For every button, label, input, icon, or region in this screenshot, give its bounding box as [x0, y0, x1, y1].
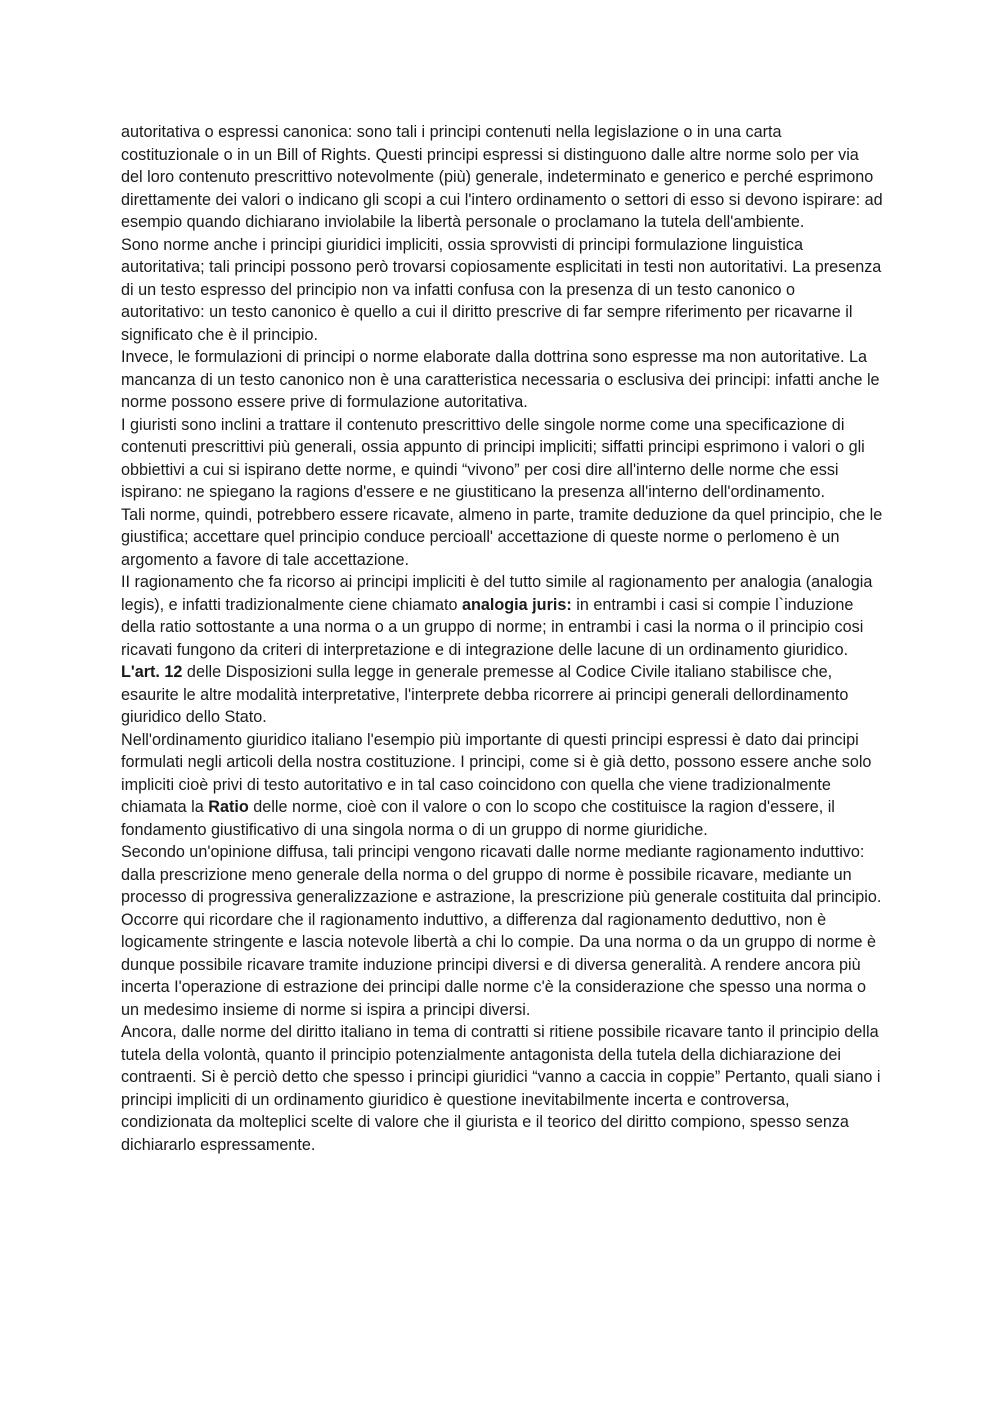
paragraph-7 [121, 661, 883, 729]
term-analogia-juris: analogia juris: [462, 595, 572, 614]
paragraph-2: Sono norme anche i principi giuridici impliciti, ossia sprovvisti di principi formulazione linguistica autoritativa; tali principi possono però trovarsi copiosamente esplicitati in testi non autoritativi. La presenza di un testo espresso del principio non va infatti confusa con la presenza di un testo canonico o autoritativo: un testo canonico è quello a cui il diritto prescrive di far sempre riferimento per ricavarne il significato che è il principio. [121, 235, 882, 344]
paragraph-4: I giuristi sono inclini a trattare il contenuto prescrittivo delle singole norme come una specificazione di contenuti prescrittivi più generali, ossia appunto di principi impliciti; siffatti principi esprimono i valori o gli obbiettivi a cui si ispirano dette norme, e quindi “vivono” per cosi dire all'interno delle norme che essi ispirano: ne spiegano la ragions d'essere e ne giustiticano la presenza all'interno dell'ordinamento. [121, 415, 865, 501]
paragraph-8-text-after: delle norme, cioè con il valore o con lo scopo che costituisce la ragion d'essere, il fondamento giustificativo di una singola norma o di un gruppo di norme giuridiche. [121, 798, 835, 839]
paragraph-3: Invece, le formulazioni di principi o norme elaborate dalla dottrina sono espresse ma non autoritative. La mancanza di un testo canonico non è una caratteristica necessaria o esclusiva dei principi: infatti anche le norme possono essere prive di formulazione autoritativa. [121, 348, 880, 411]
document-body [121, 121, 883, 1156]
paragraph-7-text-after: delle Disposizioni sulla legge in generale premesse al Codice Civile italiano stabilisce che, esaurite le altre modalità interpretative, l'interprete debba ricorrere ai principi generali dellordinamento giuridico dello Stato. [121, 663, 849, 726]
paragraph-8 [121, 729, 883, 842]
paragraph-1: autoritativa o espressi canonica: sono tali i principi contenuti nella legislazione o in una carta costituzionale o in un Bill of Rights. Questi principi espressi si distinguono dalle altre norme solo per via del loro contenuto prescrittivo notevolmente (più) generale, indeterminato e generico e perché esprimono direttamente dei valori o indicano gli scopi a cui l'intero ordinamento o settori di esso si devono ispirare: ad esempio quando dichiarano inviolabile la libertà personale o proclamano la tutela dell'ambiente. [121, 123, 883, 231]
paragraph-6-text-before: II ragionamento che fa ricorso ai principi impliciti è del tutto simile al ragionamento per analogia (analogia legis), e infatti tradizionalmente ciene chiamato [121, 573, 873, 614]
paragraph-6-text-after: in entrambi i casi si compie l`induzione della ratio sottostante a una norma o a un gruppo di norme; in entrambi i casi la norma o il principio cosi ricavati fungono da criteri di interpretazione e di integrazione delle lacune di un ordinamento giuridico. [121, 595, 864, 659]
term-ratio: Ratio [208, 798, 249, 816]
term-art-12: L'art. 12 [121, 663, 183, 681]
paragraph-8-text-before: Nell'ordinamento giuridico italiano l'esempio più importante di questi principi espressi è dato dai principi formulati negli articoli della nostra costituzione. I principi, come si è già detto, possono essere anche solo impliciti cioè privi di testo autoritativo e in tal caso coincidono con quella che viene tradizionalmente chiamata la [121, 730, 872, 816]
paragraph-9: Secondo un'opinione diffusa, tali principi vengono ricavati dalle norme mediante ragionamento induttivo: dalla prescrizione meno generale della norma o del gruppo di norme è possibile ricavare, mediante un processo di progressiva generalizzazione e astrazione, la prescrizione più generale costituita dal principio. Occorre qui ricordare che il ragionamento induttivo, a differenza dal ragionamento deduttivo, non è logicamente stringente e lascia notevole libertà a chi lo compie. Da una norma o da un gruppo di norme è dunque possibile ricavare tramite induzione principi diversi e di diversa generalità. A rendere ancora più incerta I'operazione di estrazione dei principi dalle norme c'è la considerazione che spesso una norma o un medesimo insieme di norme si ispira a principi diversi. [121, 843, 882, 1019]
paragraph-6 [121, 571, 883, 661]
paragraph-5: Tali norme, quindi, potrebbero essere ricavate, almeno in parte, tramite deduzione da quel principio, che le giustifica; accettare quel principio conduce percioall' accettazione di queste norme o perlomeno è un argomento a favore di tale accettazione. [121, 505, 883, 569]
paragraph-10: Ancora, dalle norme del diritto italiano in tema di contratti si ritiene possibile ricavare tanto il principio della tutela della volontà, quanto il principio potenzialmente antagonista della tutela della dichiarazione dei contraenti. Si è perciò detto che spesso i principi giuridici “vanno a caccia in coppie” Pertanto, quali siano i principi impliciti di un ordinamento giuridico è questione inevitabilmente incerta e controversa, condizionata da molteplici scelte di valore che il giurista e il teorico del diritto compiono, spesso senza dichiararlo espressamente. [121, 1023, 881, 1154]
